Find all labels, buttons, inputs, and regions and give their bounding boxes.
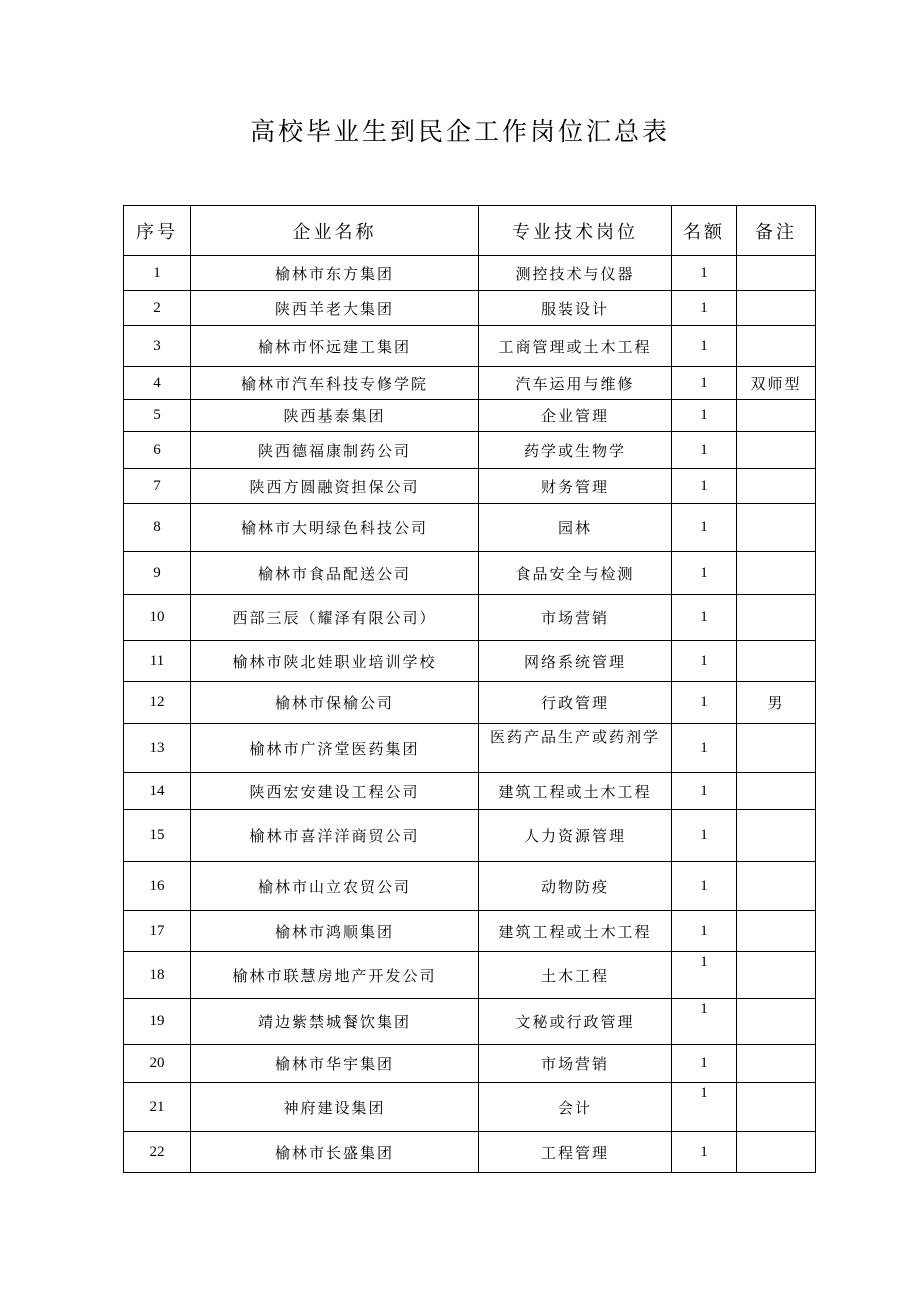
table-row: [124, 682, 816, 724]
position-name: 市场营销: [479, 595, 672, 641]
company-name: 榆林市食品配送公司: [191, 552, 479, 595]
row-number: 15: [124, 810, 191, 862]
position-name: 会计: [479, 1083, 672, 1132]
quota-value: 1: [672, 256, 737, 291]
position-name: 食品安全与检测: [479, 552, 672, 595]
note-value: [737, 326, 816, 367]
company-name: 陕西羊老大集团: [191, 291, 479, 326]
note-value: [737, 1083, 816, 1132]
header-company: 企业名称: [191, 206, 479, 256]
note-value: [737, 773, 816, 810]
company-name: 榆林市长盛集团: [191, 1132, 479, 1173]
company-name: 陕西方圆融资担保公司: [191, 469, 479, 504]
quota-value: 1: [672, 724, 737, 773]
position-name: 文秘或行政管理: [479, 999, 672, 1045]
page-title: 高校毕业生到民企工作岗位汇总表: [249, 117, 670, 146]
company-name: 榆林市广济堂医药集团: [191, 724, 479, 773]
table-row: [124, 326, 816, 367]
quota-value: 1: [672, 504, 737, 552]
position-name: 网络系统管理: [479, 641, 672, 682]
table-row: [124, 1132, 816, 1173]
row-number: 9: [124, 552, 191, 595]
quota-value: 1: [672, 400, 737, 432]
row-number: 20: [124, 1045, 191, 1083]
quota-value: 1: [672, 810, 737, 862]
note-value: [737, 469, 816, 504]
row-number: 11: [124, 641, 191, 682]
quota-value: 1: [672, 952, 737, 999]
table-body: [124, 256, 816, 1173]
quota-value: 1: [672, 595, 737, 641]
position-name: 人力资源管理: [479, 810, 672, 862]
table-row: [124, 810, 816, 862]
note-value: [737, 1045, 816, 1083]
note-value: [737, 810, 816, 862]
row-number: 13: [124, 724, 191, 773]
row-number: 14: [124, 773, 191, 810]
quota-value: 1: [672, 469, 737, 504]
position-name: 建筑工程或土木工程: [479, 911, 672, 952]
table-row: [124, 504, 816, 552]
row-number: 3: [124, 326, 191, 367]
header-position: 专业技术岗位: [479, 206, 672, 256]
table-row: [124, 1045, 816, 1083]
row-number: 4: [124, 367, 191, 400]
company-name: 陕西宏安建设工程公司: [191, 773, 479, 810]
quota-value: 1: [672, 999, 737, 1045]
company-name: 榆林市怀远建工集团: [191, 326, 479, 367]
company-name: 榆林市大明绿色科技公司: [191, 504, 479, 552]
row-number: 7: [124, 469, 191, 504]
table-row: [124, 999, 816, 1045]
company-name: 榆林市鸿顺集团: [191, 911, 479, 952]
company-name: 榆林市陕北娃职业培训学校: [191, 641, 479, 682]
position-name: 财务管理: [479, 469, 672, 504]
header-no: 序号: [124, 206, 191, 256]
position-name: 测控技术与仪器: [479, 256, 672, 291]
table-row: [124, 911, 816, 952]
quota-value: 1: [672, 552, 737, 595]
table-row: [124, 432, 816, 469]
note-value: [737, 952, 816, 999]
position-name: 汽车运用与维修: [479, 367, 672, 400]
position-name: 市场营销: [479, 1045, 672, 1083]
note-value: 男: [737, 682, 816, 724]
table-row: [124, 256, 816, 291]
note-value: [737, 641, 816, 682]
table-row: [124, 367, 816, 400]
row-number: 1: [124, 256, 191, 291]
table-row: [124, 291, 816, 326]
company-name: 靖边紫禁城餐饮集团: [191, 999, 479, 1045]
note-value: [737, 911, 816, 952]
quota-value: 1: [672, 291, 737, 326]
header-note: 备注: [737, 206, 816, 256]
table-row: [124, 552, 816, 595]
row-number: 21: [124, 1083, 191, 1132]
note-value: [737, 256, 816, 291]
position-name: 药学或生物学: [479, 432, 672, 469]
row-number: 5: [124, 400, 191, 432]
quota-value: 1: [672, 1045, 737, 1083]
table-row: [124, 952, 816, 999]
table-row: [124, 400, 816, 432]
table-row: [124, 469, 816, 504]
company-name: 神府建设集团: [191, 1083, 479, 1132]
quota-value: 1: [672, 367, 737, 400]
company-name: 榆林市联慧房地产开发公司: [191, 952, 479, 999]
quota-value: 1: [672, 1083, 737, 1132]
table-row: [124, 1083, 816, 1132]
position-name: 建筑工程或土木工程: [479, 773, 672, 810]
position-name: 行政管理: [479, 682, 672, 724]
table-row: [124, 724, 816, 773]
row-number: 10: [124, 595, 191, 641]
note-value: [737, 400, 816, 432]
position-name: 动物防疫: [479, 862, 672, 911]
position-name: 园林: [479, 504, 672, 552]
quota-value: 1: [672, 862, 737, 911]
company-name: 榆林市保榆公司: [191, 682, 479, 724]
note-value: [737, 432, 816, 469]
note-value: [737, 999, 816, 1045]
note-value: [737, 552, 816, 595]
quota-value: 1: [672, 682, 737, 724]
company-name: 榆林市喜洋洋商贸公司: [191, 810, 479, 862]
position-name: 工商管理或土木工程: [479, 326, 672, 367]
note-value: [737, 291, 816, 326]
table-row: [124, 862, 816, 911]
quota-value: 1: [672, 1132, 737, 1173]
row-number: 22: [124, 1132, 191, 1173]
position-name: 工程管理: [479, 1132, 672, 1173]
header-quota: 名额: [672, 206, 737, 256]
quota-value: 1: [672, 326, 737, 367]
table-row: [124, 641, 816, 682]
quota-value: 1: [672, 911, 737, 952]
quota-value: 1: [672, 773, 737, 810]
company-name: 陕西基泰集团: [191, 400, 479, 432]
position-name: 医药产品生产或药剂学: [479, 724, 672, 773]
row-number: 6: [124, 432, 191, 469]
company-name: 西部三辰（耀泽有限公司）: [191, 595, 479, 641]
position-name: 企业管理: [479, 400, 672, 432]
quota-value: 1: [672, 641, 737, 682]
table-header-row: [124, 206, 816, 256]
row-number: 2: [124, 291, 191, 326]
note-value: [737, 862, 816, 911]
company-name: 榆林市汽车科技专修学院: [191, 367, 479, 400]
positions-table: [123, 205, 816, 1173]
table-row: [124, 595, 816, 641]
row-number: 17: [124, 911, 191, 952]
table-row: [124, 773, 816, 810]
row-number: 16: [124, 862, 191, 911]
position-name: 服装设计: [479, 291, 672, 326]
company-name: 榆林市东方集团: [191, 256, 479, 291]
note-value: [737, 504, 816, 552]
company-name: 榆林市山立农贸公司: [191, 862, 479, 911]
row-number: 18: [124, 952, 191, 999]
row-number: 8: [124, 504, 191, 552]
note-value: [737, 595, 816, 641]
row-number: 19: [124, 999, 191, 1045]
company-name: 榆林市华宇集团: [191, 1045, 479, 1083]
quota-value: 1: [672, 432, 737, 469]
row-number: 12: [124, 682, 191, 724]
note-value: [737, 1132, 816, 1173]
position-name: 土木工程: [479, 952, 672, 999]
note-value: 双师型: [737, 367, 816, 400]
company-name: 陕西德福康制药公司: [191, 432, 479, 469]
note-value: [737, 724, 816, 773]
